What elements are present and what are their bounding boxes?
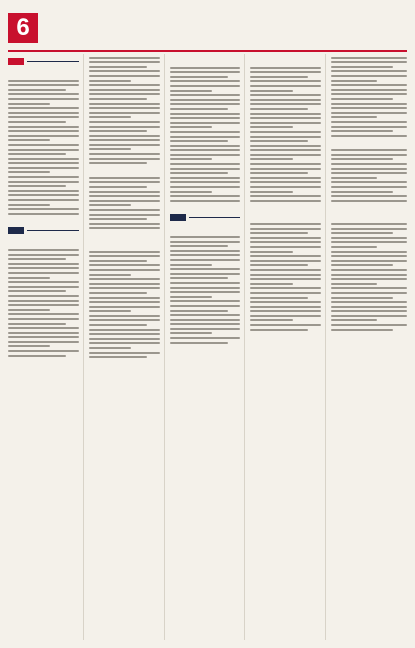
section-tag bbox=[170, 213, 241, 222]
section-tag bbox=[8, 57, 79, 66]
section-tag bbox=[8, 226, 79, 235]
notice-title bbox=[8, 239, 79, 246]
column-3 bbox=[170, 54, 246, 640]
column-4 bbox=[250, 54, 326, 640]
column-5 bbox=[331, 54, 407, 640]
notice-title bbox=[89, 241, 160, 248]
page-number: 6 bbox=[8, 13, 38, 43]
notice-title bbox=[89, 167, 160, 174]
notice-title bbox=[250, 57, 321, 64]
notice-title bbox=[8, 70, 79, 77]
notice-title bbox=[331, 213, 407, 220]
columns bbox=[8, 54, 407, 640]
notice-title bbox=[170, 226, 241, 233]
notice-title bbox=[170, 57, 241, 64]
masthead bbox=[8, 6, 407, 52]
notice-title bbox=[331, 140, 407, 147]
notice-title bbox=[250, 213, 321, 220]
column-2 bbox=[89, 54, 165, 640]
column-1 bbox=[8, 54, 84, 640]
